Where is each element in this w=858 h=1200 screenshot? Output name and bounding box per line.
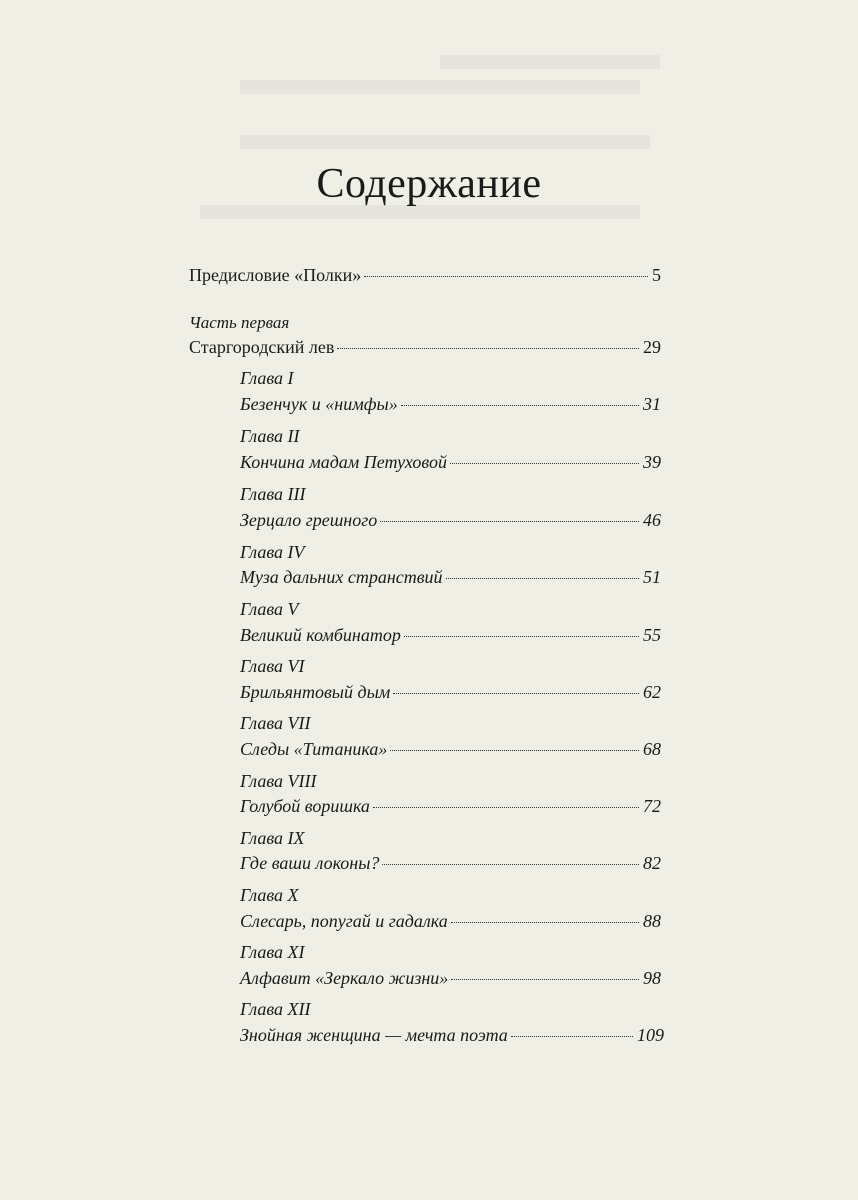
toc-page-number: 31 [643,394,661,414]
chapter-heading: Глава XI [240,942,305,962]
dot-leader [451,979,639,980]
chapter-heading: Глава I [240,368,294,388]
toc-entry-label: Великий комбинатор [240,625,401,645]
toc-page-number: 68 [643,739,661,759]
toc-entry-label: Следы «Титаника» [240,739,388,759]
toc-entry-label: Безенчук и «нимфы» [240,394,398,414]
toc-entry-chapter[interactable] [240,910,661,932]
toc-entry-label: Голубой воришка [240,796,370,816]
toc-entry-label: Зерцало грешного [240,510,378,530]
toc-page-number: 109 [637,1025,664,1045]
toc-entry-chapter[interactable] [240,738,661,760]
dot-leader [382,864,639,865]
toc-entry-chapter[interactable] [240,509,661,531]
toc-page-number: 46 [643,510,661,530]
show-through-line [240,80,640,94]
dot-leader [450,463,639,464]
toc-entry-label: Кончина мадам Петуховой [240,452,447,472]
toc-entry-label: Муза дальних странствий [240,567,443,587]
chapter-heading: Глава V [240,599,299,619]
chapter-heading: Глава VI [240,656,305,676]
toc-entry-label: Знойная женщина — мечта поэта [240,1025,508,1045]
chapter-heading: Глава IX [240,828,305,848]
toc-page-number: 51 [643,567,661,587]
toc-entry-label: Где ваши локоны? [240,853,380,873]
dot-leader [404,636,639,637]
toc-entry-chapter[interactable] [240,393,661,415]
toc-entry-chapter[interactable] [240,795,661,817]
toc-entry-label: Алфавит «Зеркало жизни» [240,968,449,988]
dot-leader [337,348,639,349]
toc-page-number: 62 [643,682,661,702]
toc-page-number: 82 [643,853,661,873]
dot-leader [451,922,639,923]
toc-entry-part[interactable] [189,336,661,358]
show-through-line [440,55,660,69]
dot-leader [390,750,639,751]
toc-page-number: 72 [643,796,661,816]
dot-leader [401,405,639,406]
chapter-heading: Глава IV [240,542,305,562]
dot-leader [364,276,648,277]
toc-page-number: 88 [643,911,661,931]
chapter-heading: Глава X [240,885,299,905]
toc-entry-label: Слесарь, попугай и гадалка [240,911,448,931]
dot-leader [446,578,639,579]
toc-entry-chapter[interactable] [240,852,661,874]
toc-page-number: 5 [652,265,661,285]
toc-entry-chapter[interactable] [240,1024,664,1046]
toc-entry-preface[interactable] [189,264,661,286]
toc-entry-chapter[interactable] [240,624,661,646]
part-heading: Часть первая [189,313,290,332]
dot-leader [393,693,639,694]
chapter-heading: Глава VIII [240,771,317,791]
toc-entry-label: Предисловие «Полки» [189,265,362,285]
toc-entry-chapter[interactable] [240,566,661,588]
dot-leader [380,521,639,522]
toc-entry-label: Старгородский лев [189,337,335,357]
toc-entry-chapter[interactable] [240,967,661,989]
toc-entry-label: Брильянтовый дым [240,682,391,702]
page-title: Содержание [316,161,542,207]
toc-entry-chapter[interactable] [240,681,661,703]
chapter-heading: Глава II [240,426,300,446]
toc-page-number: 55 [643,625,661,645]
toc-entry-chapter[interactable] [240,451,661,473]
chapter-heading: Глава VII [240,713,311,733]
show-through-line [240,135,650,149]
chapter-heading: Глава XII [240,999,311,1019]
dot-leader [511,1036,633,1037]
chapter-heading: Глава III [240,484,306,504]
toc-page-number: 29 [643,337,661,357]
dot-leader [373,807,639,808]
toc-page-number: 98 [643,968,661,988]
toc-page-number: 39 [643,452,661,472]
